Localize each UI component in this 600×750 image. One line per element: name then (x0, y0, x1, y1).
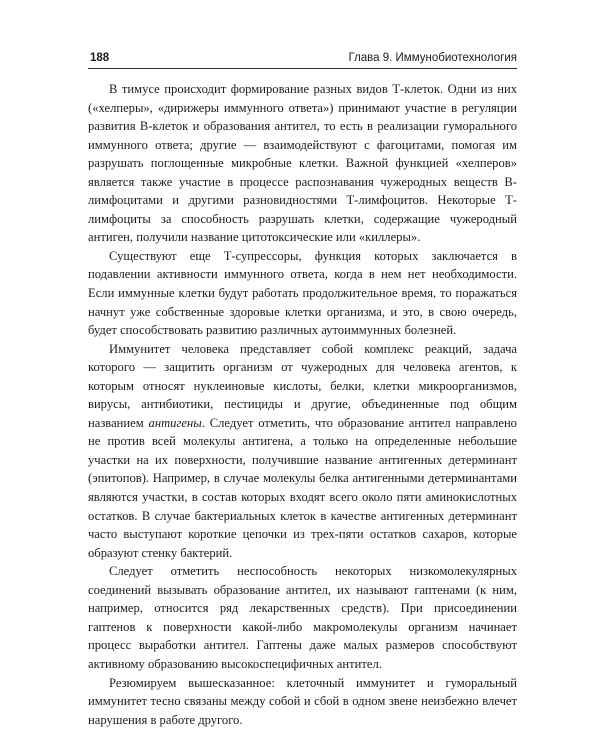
header-divider (88, 68, 517, 69)
paragraph-t-suppressors: Существуют еще Т-супрессоры, функция которых заключается в подавлении активности иммунного ответа, когда в нем нет необходимости. Если иммунные клетки будут работать продолжительное время, то поражаться начнут уже собственные здоровые клетки организма, и это, в свою очередь, будет способствовать развитию различных аутоиммунных болезней. (88, 248, 517, 338)
paragraph-summary: Резюмируем вышесказанное: клеточный иммунитет и гуморальный иммунитет тесно связаны между собой и сбой в одном звене неизбежно влечет нарушения в работе другого. (88, 675, 517, 727)
book-page (88, 50, 517, 729)
paragraph-haptens: Следует отметить неспособность некоторых низкомолекулярных соединений вызывать образование антител, их называют гаптенами (к ним, например, относится ряд лекарственных средств). При присоединении гаптенов к поверхности какой-либо макромолекулы организм начинает процесс выработки антител. Гаптены даже малых размеров способствуют активному образованию высокоспецифичных антител. (88, 564, 517, 671)
body-text (88, 80, 517, 729)
page-number: 188 (90, 52, 110, 64)
paragraph-text-start: Иммунитет человека представляет собой комплекс реакций, задача которого — защитить организм от чужеродных для человека агентов, к которым относят нуклеиновые кислоты, белки, клетки микроорганизмов, вирусы, антибиотики, пестициды и другие, объединенные под общим названием (88, 341, 517, 430)
paragraph-text-end: . Следует отметить, что образование антител направлено не против всей молекулы антигена, а только на определенные небольшие участки на их поверхности, получившие название антигенных детерминант (эпитопов). Например, в случае молекулы белка антигенными детерминантами являются участки, в состав которых входят всего около пяти аминокислотных остатков. В случае бактериальных клеток в качестве антигенных детерминант часто выступают короткие цепочки из трех-пяти остатков сахаров, которые образуют стенку бактерий. (88, 415, 517, 560)
antigens-term: антигены (148, 415, 202, 430)
paragraph-immunity-antigens (88, 340, 517, 563)
running-header (88, 50, 517, 66)
chapter-title: Глава 9. Иммунобиотехнология (348, 52, 517, 64)
paragraph-t-cells: В тимусе происходит формирование разных видов Т-клеток. Одни из них («хелперы», «дирижеры иммунного ответа») принимают участие в регуляции развития В-клеток и образования антител, то есть в реализации гуморального иммунного ответа; другие — взаимодействуют с фагоцитами, помогая им разрушать поглощенные микробные клетки. Важной функцией «хелперов» является также участие в процессе распознавания чужеродных веществ В-лимфоцитами и другими разновидностями Т-лимфоцитов. Некоторые Т-лимфоциты за способность разрушать клетки, содержащие чужеродный антиген, получили название цитотоксические или «киллеры». (88, 82, 517, 245)
